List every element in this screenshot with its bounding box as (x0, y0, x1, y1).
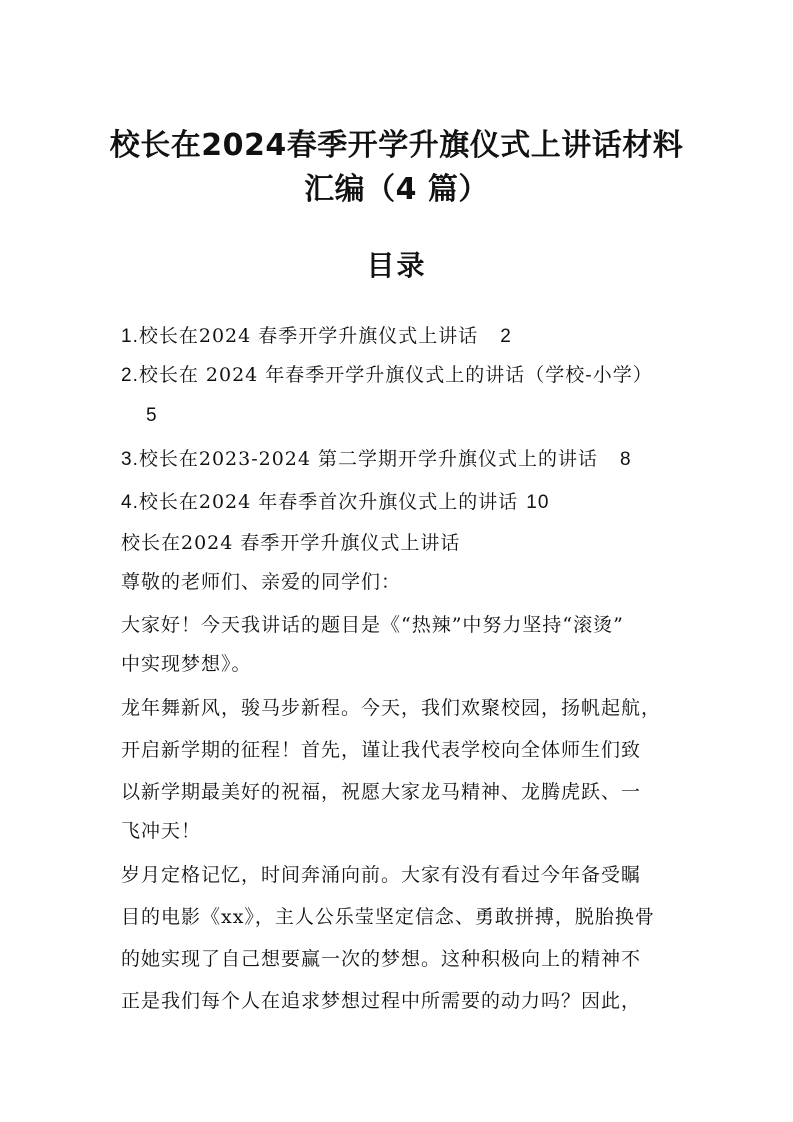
section-heading: 校长在2024 春季开学升旗仪式上讲话 (121, 532, 461, 554)
body-line: 中实现梦想》。 (121, 653, 252, 675)
toc-item-2[interactable] (121, 361, 653, 390)
body-line: 开启新学期的征程！首先，谨让我代表学校向全体师生们致 (121, 739, 642, 761)
body-line: 正是我们每个人在追求梦想过程中所需要的动力吗？因此， (121, 990, 642, 1012)
toc-item-text: 校长在 2024 年春季开学升旗仪式上的讲话（学校-小学） (138, 364, 653, 386)
toc-heading: 目录 (366, 249, 427, 282)
toc-item-text: 校长在2023-2024 第二学期开学升旗仪式上的讲话 (138, 448, 599, 470)
toc-item-number: 2. (121, 365, 139, 386)
toc-item-page: 10 (526, 492, 550, 513)
document-title-line-1: 校长在2024春季开学升旗仪式上讲话材料 (109, 128, 684, 163)
toc-item-number: 4. (121, 492, 139, 513)
toc-item-3[interactable] (121, 445, 632, 474)
body-line: 的她实现了自己想要赢一次的梦想。这种积极向上的精神不 (121, 948, 642, 970)
toc-item-page: 5 (146, 405, 158, 426)
toc-item-2-page-line[interactable] (146, 401, 158, 430)
toc-item-text: 校长在2024 春季开学升旗仪式上讲话 (138, 325, 479, 347)
toc-item-1[interactable] (121, 322, 512, 351)
body-line: 大家好！今天我讲话的题目是《“热辣”中努力坚持“滚烫” (121, 614, 624, 636)
body-line: 以新学期最美好的祝福，祝愿大家龙马精神、龙腾虎跃、一 (121, 781, 642, 803)
body-line: 飞冲天！ (121, 820, 202, 842)
toc-item-text: 校长在2024 年春季首次升旗仪式上的讲话 (138, 491, 519, 513)
toc-item-number: 3. (121, 449, 139, 470)
body-line: 目的电影《xx》，主人公乐莹坚定信念、勇敢拼搏，脱胎换骨 (121, 906, 655, 928)
body-line: 尊敬的老师们、亲爱的同学们： (121, 571, 402, 593)
document-title-line-2: 汇编（4 篇） (304, 172, 489, 207)
body-line: 岁月定格记忆，时间奔涌向前。大家有没有看过今年备受瞩 (121, 864, 642, 886)
body-line: 龙年舞新风，骏马步新程。今天，我们欢聚校园，扬帆起航， (121, 697, 662, 719)
toc-item-4[interactable] (121, 488, 549, 517)
toc-item-number: 1. (121, 326, 139, 347)
toc-item-page: 8 (620, 449, 632, 470)
toc-item-page: 2 (500, 326, 512, 347)
